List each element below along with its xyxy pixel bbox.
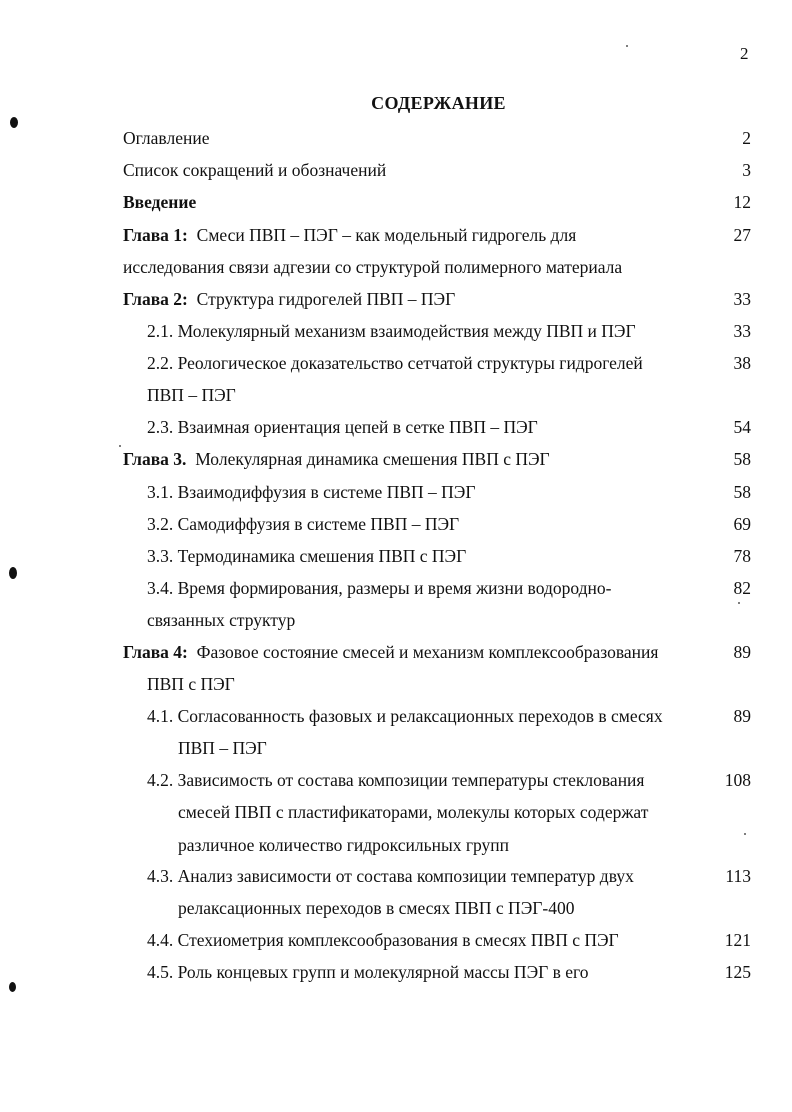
toc-entry (0, 508, 792, 540)
toc-entry-title: 4.5. Роль концевых групп и молекулярной массы ПЭГ в его (147, 962, 589, 982)
toc-entry-title: 4.3. Анализ зависимости от состава композиции температур двух (147, 866, 634, 886)
toc-entry-title-cont: ПВП – ПЭГ (178, 738, 267, 759)
toc-entry-title: Смеси ПВП – ПЭГ – как модельный гидрогель для (187, 225, 577, 245)
toc-entry-title-cont: релаксационных переходов в смесях ПВП с ПЭГ-400 (178, 898, 575, 919)
scan-speck (626, 45, 628, 47)
toc-entry-title: Список сокращений и обозначений (123, 160, 387, 180)
toc-entry-title: Молекулярная динамика смешения ПВП с ПЭГ (186, 449, 550, 469)
toc-entry (0, 411, 792, 443)
toc-entry-title: 4.4. Стехиометрия комплексообразования в смесях ПВП с ПЭГ (147, 930, 619, 950)
toc-entry-title: Структура гидрогелей ПВП – ПЭГ (187, 289, 456, 309)
toc-entry-page: 58 (733, 449, 751, 469)
toc-entry (0, 476, 792, 508)
toc-entry-page: 38 (733, 353, 751, 373)
toc-entry-title: 2.2. Реологическое доказательство сетчатой структуры гидрогелей (147, 353, 643, 373)
toc-entry-page: 125 (724, 962, 751, 982)
toc-entry-page: 108 (724, 770, 751, 790)
toc-chapter-label: Глава 4: (123, 642, 188, 662)
toc-entry-page: 89 (733, 706, 751, 726)
toc-entry-page: 54 (733, 417, 751, 437)
toc-entry-title-cont: ПВП с ПЭГ (147, 674, 235, 695)
toc-entry (0, 572, 792, 637)
toc-entry-title: 4.2. Зависимость от состава композиции температуры стеклования (147, 770, 645, 790)
toc-entry-title: 3.2. Самодиффузия в системе ПВП – ПЭГ (147, 514, 460, 534)
toc-entry-title: 2.1. Молекулярный механизм взаимодействия между ПВП и ПЭГ (147, 321, 636, 341)
toc-entry-page: 33 (733, 289, 751, 309)
toc-chapter-label: Глава 3. (123, 449, 187, 469)
toc-entry-title-cont: ПВП – ПЭГ (147, 385, 236, 406)
toc-entry-page: 89 (733, 642, 751, 662)
toc-entry-page: 2 (742, 128, 751, 148)
toc-entry-title: Фазовое состояние смесей и механизм комплексообразования (187, 642, 659, 662)
toc-entry-title: 3.1. Взаимодиффузия в системе ПВП – ПЭГ (147, 482, 476, 502)
toc-entry-title: 3.4. Время формирования, размеры и время жизни водородно- (147, 578, 612, 598)
toc-entry-title-cont: исследования связи адгезии со структурой полимерного материала (123, 257, 623, 278)
toc-entry (0, 956, 792, 988)
toc-entry-page: 33 (733, 321, 751, 341)
toc-entry (0, 540, 792, 572)
toc-entry-title: Оглавление (123, 128, 210, 148)
toc-entry-page: 3 (742, 160, 751, 180)
toc-entry-page: 27 (733, 225, 751, 245)
toc-entry (0, 283, 792, 315)
toc-entry (0, 924, 792, 956)
toc-entry-title-cont: смесей ПВП с пластификаторами, молекулы которых содержат (178, 802, 649, 823)
toc-entry-page: 58 (733, 482, 751, 502)
toc-entry (0, 219, 792, 284)
page-title: СОДЕРЖАНИЕ (371, 93, 506, 113)
toc-entry (0, 347, 792, 412)
toc-entry-title: 4.1. Согласованность фазовых и релаксационных переходов в смесях (147, 706, 663, 726)
toc-entry-page: 78 (733, 546, 751, 566)
toc-entry (0, 636, 792, 701)
toc-entry (0, 860, 792, 925)
toc-chapter-label: Введение (123, 192, 197, 212)
toc-entry (0, 443, 792, 475)
toc-entry (0, 315, 792, 347)
toc-entry (0, 122, 792, 154)
toc-entry (0, 154, 792, 186)
page-number: 2 (740, 44, 749, 63)
toc-entry-page: 12 (733, 192, 751, 212)
toc-entry (0, 764, 792, 861)
toc-entry-title: 3.3. Термодинамика смешения ПВП с ПЭГ (147, 546, 467, 566)
toc-entry-title-cont: различное количество гидроксильных групп (178, 834, 510, 855)
toc-chapter-label: Глава 1: (123, 225, 188, 245)
toc-entry-page: 121 (724, 930, 751, 950)
toc-entry-title: 2.3. Взаимная ориентация цепей в сетке ПВП – ПЭГ (147, 417, 538, 437)
toc-chapter-label: Глава 2: (123, 289, 188, 309)
toc-entry-page: 69 (733, 514, 751, 534)
toc-entry-title-cont: связанных структур (147, 610, 296, 631)
toc-entry-page: 113 (725, 866, 751, 886)
toc-entry (0, 186, 792, 218)
toc-entry (0, 700, 792, 765)
toc-entry-page: 82 (733, 578, 751, 598)
